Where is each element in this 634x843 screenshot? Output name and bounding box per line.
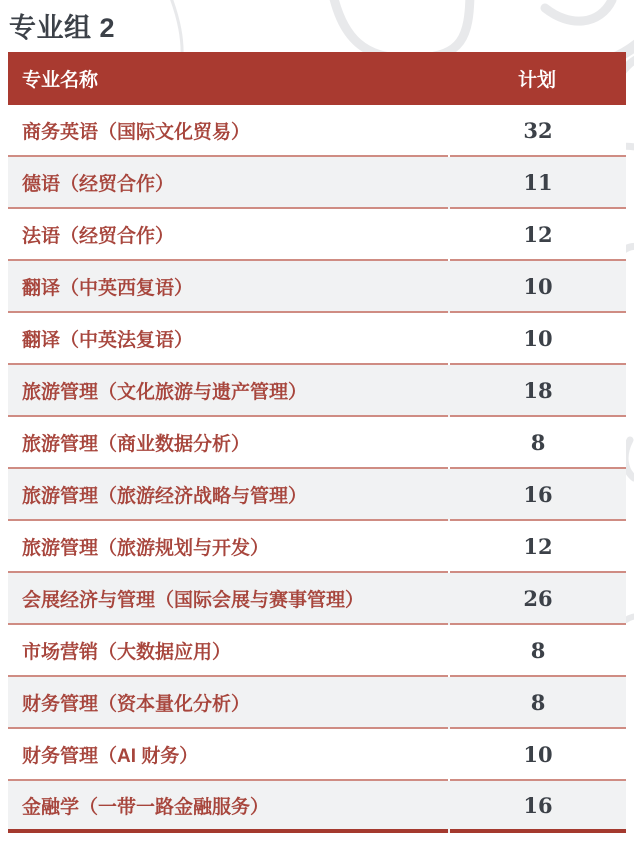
major-name: 财务管理（资本量化分析） — [22, 693, 251, 715]
plan-count-cell — [450, 573, 626, 625]
enrollment-plan-table — [8, 52, 626, 833]
plan-count-cell — [450, 261, 626, 313]
major-name: 旅游管理（文化旅游与遗产管理） — [22, 381, 308, 403]
table-row — [8, 677, 626, 729]
plan-count-cell — [450, 469, 626, 521]
plan-count-cell — [450, 781, 626, 833]
header-plan-count: 计划 — [517, 70, 556, 91]
plan-count: 16 — [523, 792, 553, 818]
major-name-cell — [8, 209, 448, 261]
plan-count-cell — [450, 313, 626, 365]
plan-count: 10 — [523, 741, 553, 767]
table-row — [8, 157, 626, 209]
plan-count-cell — [450, 677, 626, 729]
major-name: 市场营销（大数据应用） — [22, 641, 232, 663]
plan-count: 10 — [523, 325, 553, 351]
table-row — [8, 625, 626, 677]
table-row — [8, 365, 626, 417]
plan-count-cell — [450, 625, 626, 677]
major-name-cell — [8, 313, 448, 365]
major-name-cell — [8, 105, 448, 157]
header-major-name: 专业名称 — [22, 70, 99, 91]
plan-count-cell — [450, 105, 626, 157]
major-name-cell — [8, 729, 448, 781]
plan-count: 26 — [523, 585, 553, 611]
major-name-cell — [8, 573, 448, 625]
plan-count-cell — [450, 209, 626, 261]
major-name-cell — [8, 365, 448, 417]
major-name-cell — [8, 417, 448, 469]
table-row — [8, 729, 626, 781]
plan-count-cell — [450, 365, 626, 417]
table-header-row — [8, 52, 626, 105]
plan-count-cell — [450, 157, 626, 209]
major-name: 商务英语（国际文化贸易） — [22, 121, 251, 143]
plan-count: 8 — [530, 429, 546, 455]
table-row — [8, 105, 626, 157]
plan-count: 11 — [523, 169, 553, 195]
plan-count-cell — [450, 417, 626, 469]
table-row — [8, 209, 626, 261]
table-row — [8, 781, 626, 833]
major-name-cell — [8, 157, 448, 209]
major-name: 旅游管理（商业数据分析） — [22, 433, 251, 455]
plan-count: 12 — [523, 533, 553, 559]
plan-count: 16 — [523, 481, 553, 507]
major-name: 德语（经贸合作） — [22, 173, 175, 195]
major-name-cell — [8, 261, 448, 313]
major-name: 翻译（中英西复语） — [22, 277, 194, 299]
major-name: 旅游管理（旅游经济战略与管理） — [22, 485, 308, 507]
major-name: 金融学（一带一路金融服务） — [22, 796, 270, 818]
plan-count: 12 — [523, 221, 553, 247]
table-row — [8, 469, 626, 521]
major-name-cell — [8, 469, 448, 521]
plan-count: 18 — [523, 377, 553, 403]
major-name: 法语（经贸合作） — [22, 225, 175, 247]
table-row — [8, 261, 626, 313]
plan-count-cell — [450, 521, 626, 573]
table-row — [8, 417, 626, 469]
major-name-cell — [8, 521, 448, 573]
plan-count: 32 — [523, 117, 553, 143]
major-name: 旅游管理（旅游规划与开发） — [22, 537, 270, 559]
plan-count-cell — [450, 729, 626, 781]
table-row — [8, 313, 626, 365]
plan-count: 8 — [530, 637, 546, 663]
major-name: 财务管理（AI 财务） — [22, 745, 199, 767]
major-name-cell — [8, 677, 448, 729]
major-name-cell — [8, 781, 448, 833]
major-name: 会展经济与管理（国际会展与赛事管理） — [22, 589, 365, 611]
table-row — [8, 521, 626, 573]
plan-count: 8 — [530, 689, 546, 715]
table-body — [8, 105, 626, 833]
table-row — [8, 573, 626, 625]
major-name-cell — [8, 625, 448, 677]
major-name: 翻译（中英法复语） — [22, 329, 194, 351]
page-title: 专业组 2 — [9, 13, 116, 43]
plan-count: 10 — [523, 273, 553, 299]
